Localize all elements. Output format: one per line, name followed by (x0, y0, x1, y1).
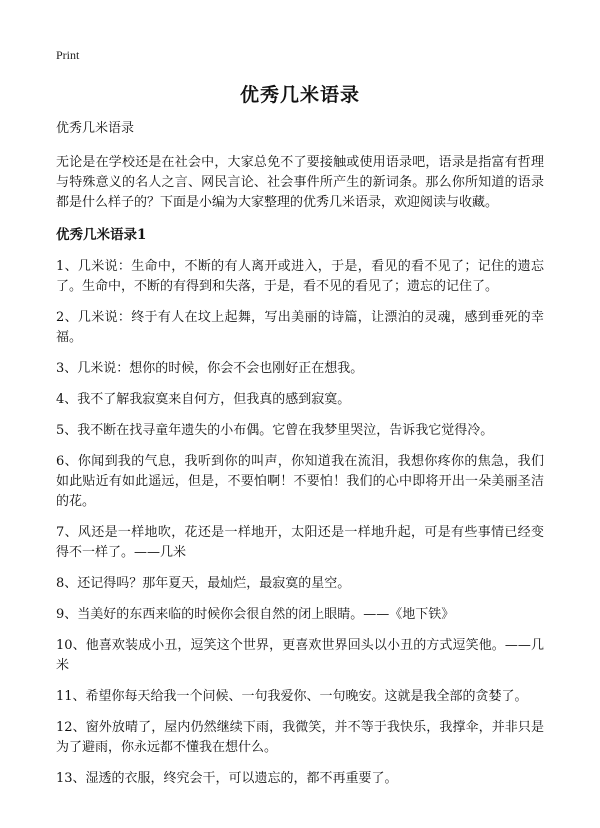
quote-item: 7、风还是一样地吹，花还是一样地开，太阳还是一样地升起，可是有些事情已经变得不一样了。——几米 (56, 525, 544, 560)
quote-item: 4、我不了解我寂寞来自何方，但我真的感到寂寞。 (56, 392, 351, 407)
quote-item: 2、几米说：终于有人在坟上起舞，写出美丽的诗篇，让漂泊的灵魂，感到垂死的幸福。 (56, 310, 544, 345)
quote-item: 6、你闻到我的气息，我听到你的叫声，你知道我在流泪，我想你疼你的焦急，我们如此贴近有如此遥远，但是，不要怕啊！不要怕！我们的心中即将开出一朵美丽圣洁的花。 (56, 454, 544, 509)
quote-item: 10、他喜欢装成小丑，逗笑这个世界，更喜欢世界回头以小丑的方式逗笑他。——几米 (56, 638, 544, 673)
quote-item: 8、还记得吗？那年夏天，最灿烂，最寂寞的星空。 (56, 576, 351, 591)
intro-paragraph: 无论是在学校还是在社会中，大家总免不了要接触或使用语录吧，语录是指富有哲理与特殊意义的名人之言、网民言论、社会事件所产生的新词条。那么你所知道的语录都是什么样子的？下面是小编为大家整理的优秀几米语录，欢迎阅读与收藏。 (56, 155, 544, 210)
page-title: 优秀几米语录 (239, 84, 360, 106)
document-subtitle: 优秀几米语录 (56, 121, 135, 136)
quote-item: 9、当美好的东西来临的时候你会很自然的闭上眼睛。——《地下铁》 (56, 607, 455, 622)
quote-item: 13、湿透的衣服，终究会干，可以遗忘的，都不再重要了。 (56, 771, 398, 786)
quote-item: 12、窗外放晴了，屋内仍然继续下雨，我微笑，并不等于我快乐，我撑伞，并非只是为了避雨，你永远都不懂我在想什么。 (56, 720, 544, 755)
print-link[interactable]: Print (56, 48, 80, 62)
quote-item: 3、几米说：想你的时候，你会不会也刚好正在想我。 (56, 361, 364, 376)
section-heading: 优秀几米语录1 (56, 227, 147, 243)
quote-item: 1、几米说：生命中，不断的有人离开或进入，于是，看见的看不见了；记住的遗忘了。生命中，不断的有得到和失落，于是，看不见的看见了；遗忘的记住了。 (56, 259, 544, 294)
quote-item: 5、我不断在找寻童年遗失的小布偶。它曾在我梦里哭泣，告诉我它觉得冷。 (56, 423, 494, 438)
quote-list (56, 257, 544, 789)
quote-item: 11、希望你每天给我一个问候、一句我爱你、一句晚安。这就是我全部的贪婪了。 (56, 689, 528, 704)
